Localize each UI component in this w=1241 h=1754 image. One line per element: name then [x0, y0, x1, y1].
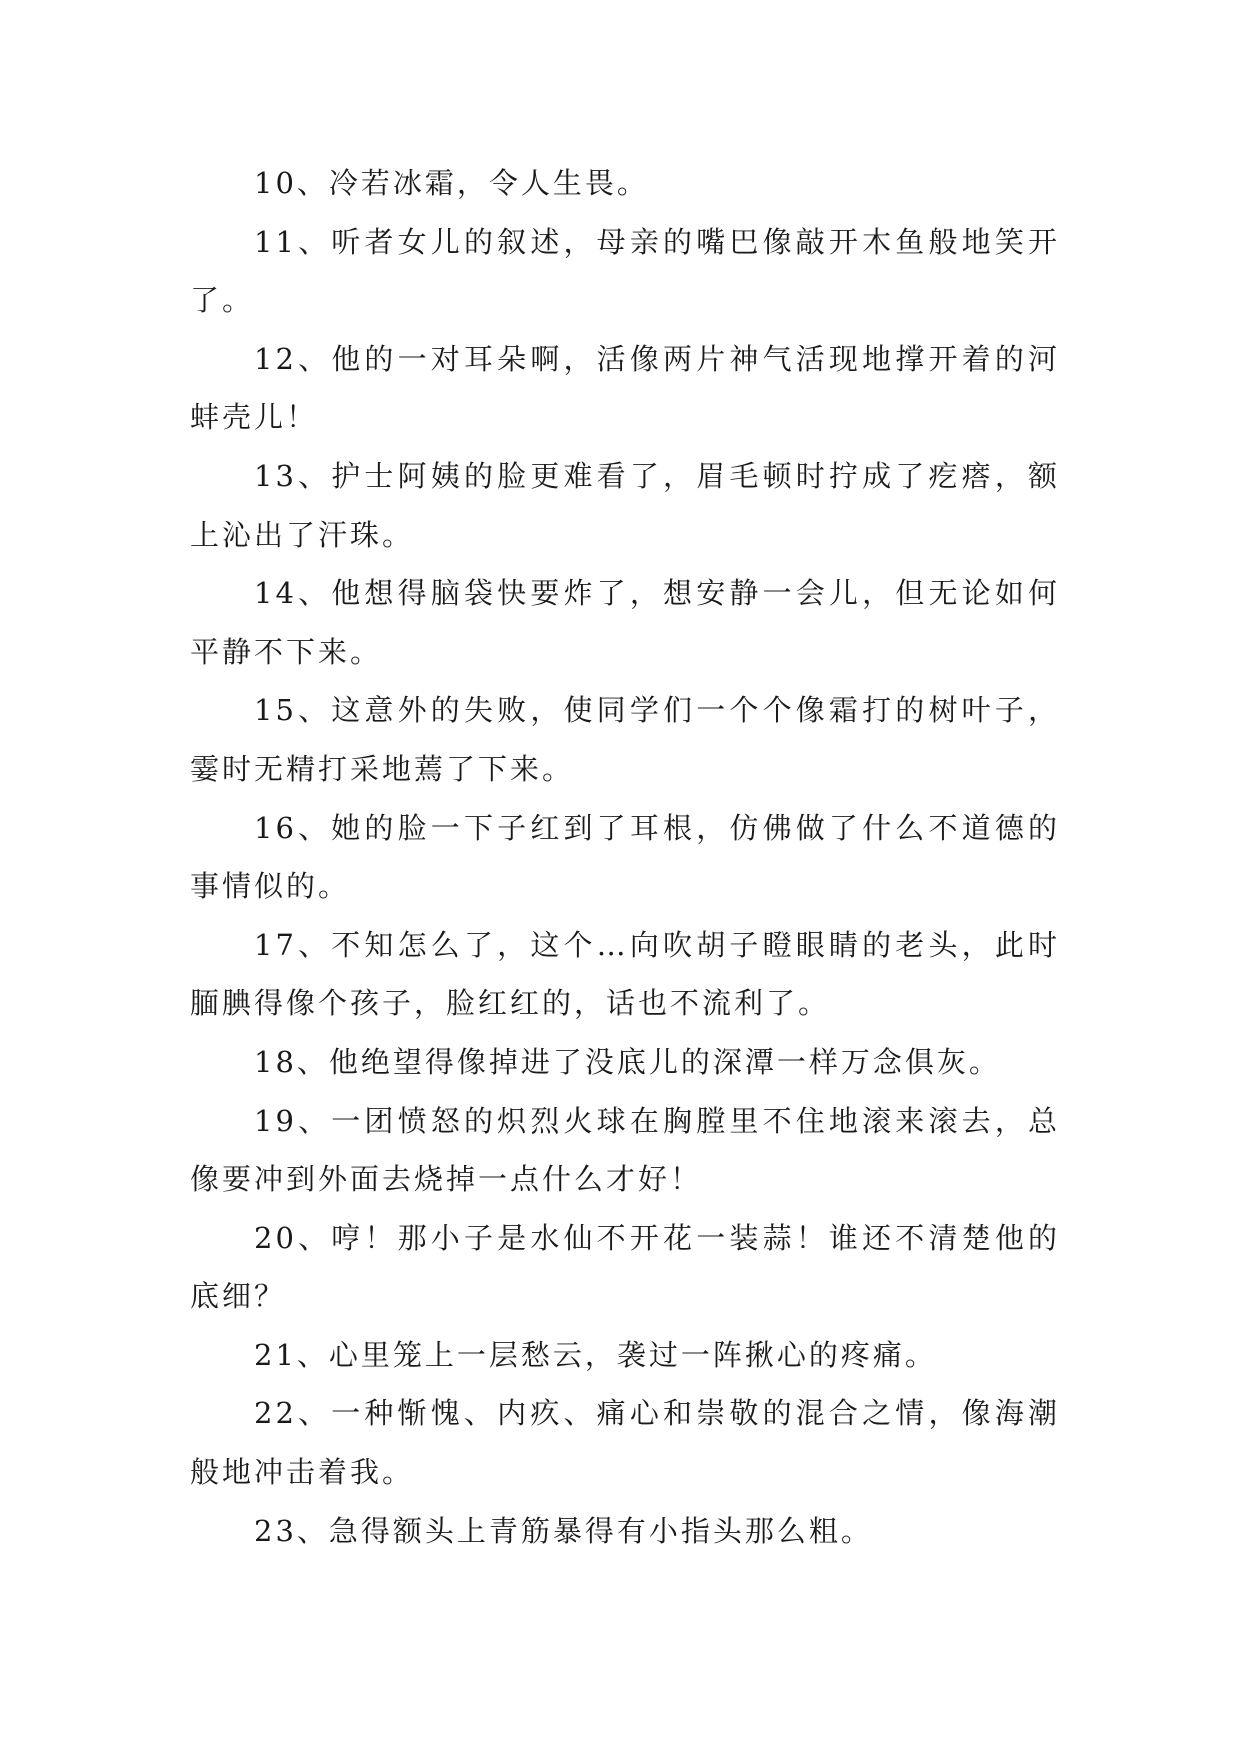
paragraph-22: 22、一种惭愧、内疚、痛心和崇敬的混合之情，像海潮般地冲击着我。 — [190, 1396, 1060, 1490]
paragraph-16: 16、她的脸一下子红到了耳根，仿佛做了什么不道德的事情似的。 — [190, 810, 1060, 904]
paragraph-20: 20、哼！那小子是水仙不开花一装蒜！谁还不清楚他的底细？ — [190, 1220, 1060, 1314]
paragraph-18: 18、他绝望得像掉进了没底儿的深潭一样万念俱灰。 — [254, 1044, 1001, 1079]
paragraph-21: 21、心里笼上一层愁云，袭过一阵揪心的疼痛。 — [254, 1337, 937, 1372]
paragraph-10: 10、冷若冰霜，令人生畏。 — [254, 166, 649, 200]
paragraph-14: 14、他想得脑袋快要炸了，想安静一会儿，但无论如何平静不下来。 — [190, 576, 1060, 669]
paragraph-13: 13、护士阿姨的脸更难看了，眉毛顿时拧成了疙瘩，额上沁出了汗珠。 — [190, 458, 1060, 552]
paragraph-11: 11、听者女儿的叙述，母亲的嘴巴像敲开木鱼般地笑开了。 — [190, 224, 1060, 318]
paragraph-12: 12、他的一对耳朵啊，活像两片神气活现地撑开着的河蚌壳儿！ — [190, 341, 1060, 435]
paragraph-17: 17、不知怎么了，这个…向吹胡子瞪眼睛的老头，此时腼腆得像个孩子，脸红红的，话也不流利了。 — [190, 927, 1060, 1021]
paragraph-23: 23、急得额头上青筋暴得有小指头那么粗。 — [254, 1513, 873, 1548]
document-body — [190, 154, 1060, 1560]
paragraph-19: 19、一团愤怒的炽烈火球在胸膛里不住地滚来滚去，总像要冲到外面去烧掉一点什么才好！ — [190, 1103, 1060, 1197]
paragraph-15: 15、这意外的失败，使同学们一个个像霜打的树叶子，霎时无精打采地蔫了下来。 — [190, 693, 1060, 786]
